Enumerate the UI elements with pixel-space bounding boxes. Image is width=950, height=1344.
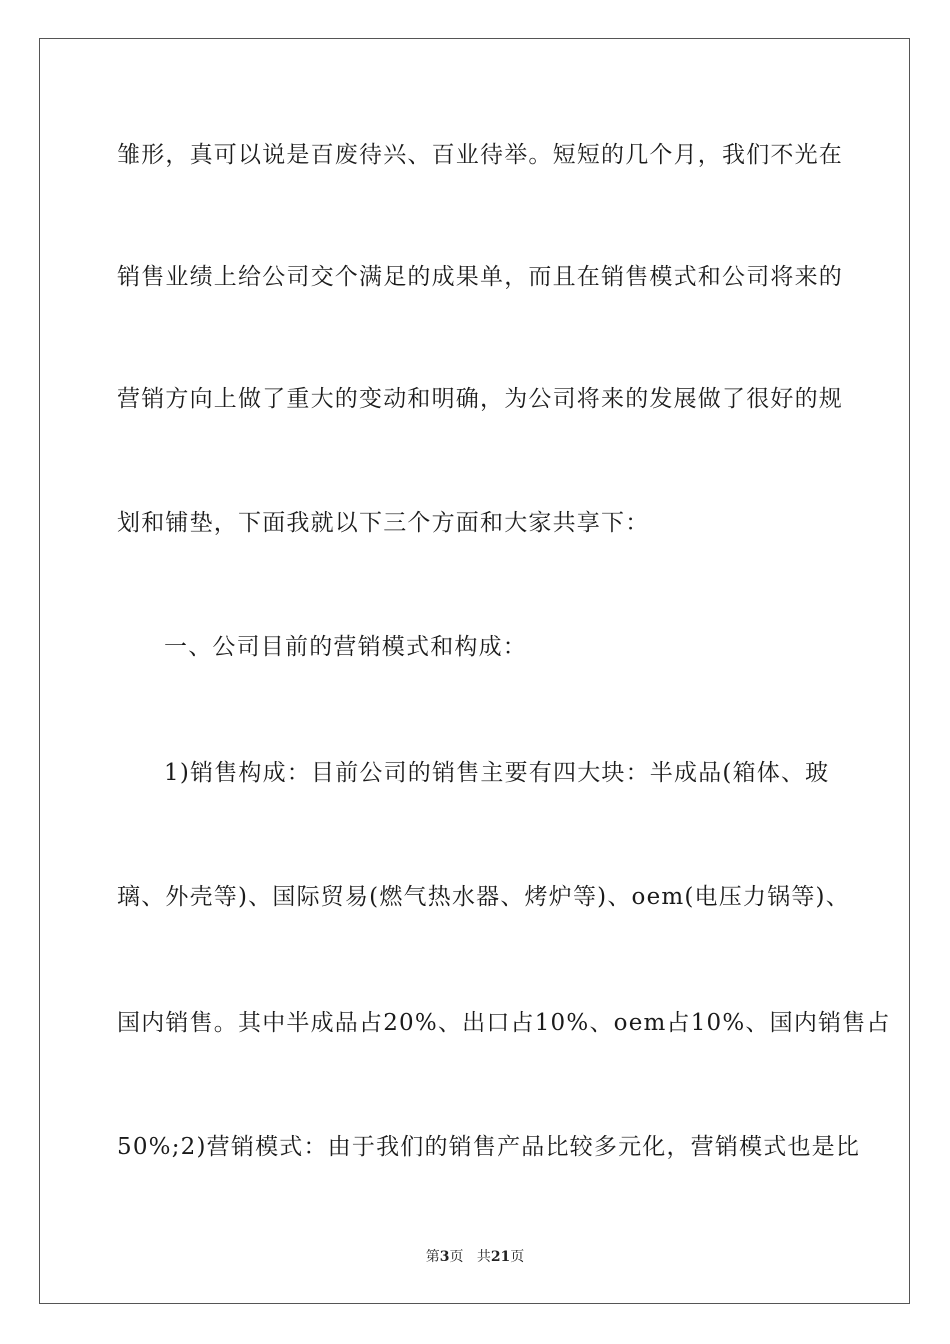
body-line-7: 璃、外壳等)、国际贸易(燃气热水器、烤炉等)、oem(电压力锅等)、 (117, 884, 850, 910)
page-footer (0, 1247, 950, 1267)
body-line-8: 国内销售。其中半成品占20%、出口占10%、oem占10%、国内销售占 (117, 1010, 891, 1036)
total-prefix: 共 (476, 1249, 491, 1265)
total-pages: 21 (490, 1249, 511, 1265)
body-line-2: 销售业绩上给公司交个满足的成果单，而且在销售模式和公司将来的 (117, 264, 843, 290)
page-border (39, 38, 910, 1304)
page-number: 3 (439, 1249, 450, 1265)
body-line-6: 1)销售构成：目前公司的销售主要有四大块：半成品(箱体、玻 (164, 760, 830, 786)
page-suffix: 页 (449, 1249, 464, 1265)
body-line-3: 营销方向上做了重大的变动和明确，为公司将来的发展做了很好的规 (117, 386, 843, 412)
body-line-4: 划和铺垫，下面我就以下三个方面和大家共享下： (117, 510, 650, 536)
total-suffix: 页 (510, 1249, 525, 1265)
page-prefix: 第 (425, 1249, 440, 1265)
section-heading: 一、公司目前的营销模式和构成： (164, 634, 527, 660)
body-line-1: 雏形，真可以说是百废待兴、百业待举。短短的几个月，我们不光在 (117, 142, 843, 168)
body-line-9: 50%;2)营销模式：由于我们的销售产品比较多元化，营销模式也是比 (117, 1134, 861, 1160)
